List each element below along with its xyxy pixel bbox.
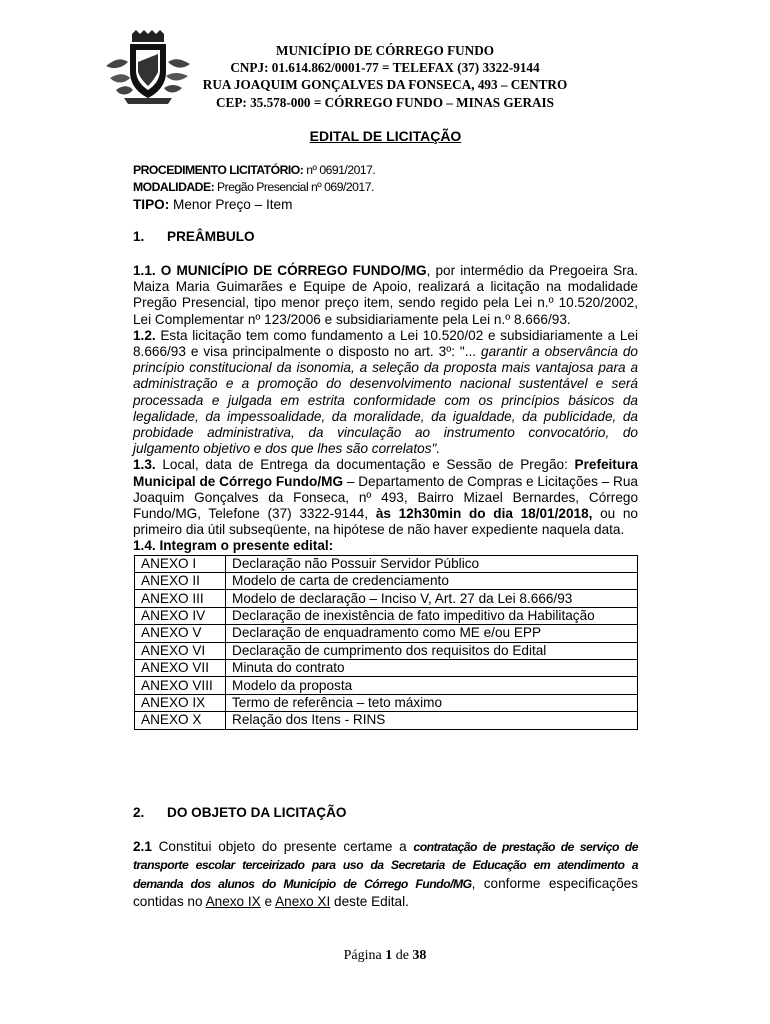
paragraph-1-2 bbox=[133, 328, 638, 458]
paragraph-1-1-text: , por intermédio da Pregoeira Sra. Maiza Maria Guimarães e Equipe de Apoio, realizará a licitação na modalidade Pregão Presencial, tipo menor preço item, sendo regido pela Lei n.º 10.520/2002, Lei Complementar nº 123/2006 e subsidiariamente pela Lei n.º 8.666/93. bbox=[133, 263, 638, 327]
anexo-row bbox=[135, 607, 638, 624]
anexo-code: ANEXO IX bbox=[135, 694, 226, 711]
header-line-municipality: MUNICÍPIO DE CÓRREGO FUNDO bbox=[276, 43, 494, 58]
anexo-code: ANEXO X bbox=[135, 712, 226, 729]
anexo-row bbox=[135, 694, 638, 711]
paragraph-1-4 bbox=[133, 538, 638, 554]
anexo-description: Declaração de cumprimento dos requisitos do Edital bbox=[226, 642, 638, 659]
section-2-heading bbox=[133, 805, 638, 821]
modalidade-line bbox=[133, 179, 638, 196]
anexos-table bbox=[134, 555, 638, 730]
section-2-number: 2. bbox=[133, 805, 145, 820]
page-footer bbox=[0, 948, 770, 964]
paragraph-1-3-text-b: – Departamento de Compras e Licitações – Rua Joaquim Gonçalves da Fonseca, nº 493, Bairro Mizael Bernardes, Córrego Fundo/MG, Telefone (37) 3322-9144, bbox=[133, 473, 638, 522]
anexo-code: ANEXO III bbox=[135, 590, 226, 607]
anexo-row bbox=[135, 660, 638, 677]
tipo-value: Menor Preço – Item bbox=[169, 197, 293, 212]
paragraph-2-1-text-d: deste Edital. bbox=[330, 894, 409, 910]
anexo-row bbox=[135, 573, 638, 590]
footer-prefix: Página bbox=[343, 948, 386, 963]
paragraph-2-1-object: contratação de prestação de serviço de transporte escolar terceirizado para uso da Secretaria de Educação em atendimento a demanda dos alunos do Município de Córrego Fundo/MG bbox=[133, 840, 638, 891]
anexo-description: Declaração não Possuir Servidor Público bbox=[226, 555, 638, 572]
section-2-title: DO OBJETO DA LICITAÇÃO bbox=[167, 805, 347, 820]
anexo-row bbox=[135, 642, 638, 659]
paragraph-1-1-number: 1.1. bbox=[133, 263, 156, 278]
anexo-row bbox=[135, 590, 638, 607]
anexo-row bbox=[135, 625, 638, 642]
municipality-name: O MUNICÍPIO DE CÓRREGO FUNDO/MG bbox=[155, 263, 427, 278]
modalidade-label: MODALIDADE: bbox=[133, 180, 215, 194]
paragraph-2-1-text-b: , conforme especificações contidas no bbox=[133, 875, 638, 910]
paragraph-1-2-number: 1.2. bbox=[133, 327, 156, 343]
section-1-number: 1. bbox=[133, 229, 145, 244]
anexo-description: Modelo da proposta bbox=[226, 677, 638, 694]
section-1-title: PREÂMBULO bbox=[167, 229, 255, 244]
paragraph-1-3-text-a: Local, data de Entrega da documentação e Sessão de Pregão: bbox=[155, 457, 575, 473]
anexo-code: ANEXO VII bbox=[135, 660, 226, 677]
tipo-label: TIPO: bbox=[133, 197, 170, 212]
anexo-code: ANEXO VIII bbox=[135, 677, 226, 694]
paragraph-1-4-title: Integram o presente edital: bbox=[155, 538, 334, 554]
paragraph-1-1 bbox=[133, 263, 638, 328]
anexo-code: ANEXO I bbox=[135, 555, 226, 572]
paragraph-1-3-text-c: ou no primeiro dia útil subseqüente, na hipótese de não haver expediente naquela data. bbox=[133, 506, 638, 538]
document-title: EDITAL DE LICITAÇÃO bbox=[309, 128, 462, 144]
paragraph-1-3 bbox=[133, 457, 638, 538]
anexo-row bbox=[135, 555, 638, 572]
header-line-cep: CEP: 35.578-000 = CÓRREGO FUNDO – MINAS GERAIS bbox=[216, 94, 554, 110]
tipo-line bbox=[133, 196, 638, 213]
anexo-description: Modelo de carta de credenciamento bbox=[226, 573, 638, 590]
section-2-content bbox=[133, 838, 638, 911]
paragraph-1-2-quote: garantir a observância do princípio constitucional da isonomia, a seleção da proposta mais vantajosa para a administração e a promoção do desenvolvimento nacional sustentável e será processada e julgada em estrita conformidade com os princípios básicos da legalidade, da impessoalidade, da moralidade, da igualdade, da publicidade, da probidade administrativa, da vinculação ao instrumento convocatório, do julgamento objetivo e dos que lhes são correlatos". bbox=[133, 344, 638, 457]
paragraph-1-3-number: 1.3. bbox=[133, 457, 156, 473]
anexo-ix-link[interactable]: Anexo IX bbox=[205, 894, 261, 910]
anexo-row bbox=[135, 677, 638, 694]
municipality-header bbox=[150, 42, 620, 111]
anexo-xi-link[interactable]: Anexo XI bbox=[275, 894, 331, 910]
paragraph-2-1-text-c: e bbox=[260, 894, 276, 910]
section-1-content bbox=[133, 263, 638, 730]
paragraph-1-2-text: Esta licitação tem como fundamento a Lei 10.520/02 e subsidiariamente a Lei 8.666/93 e visa principalmente o disposto no art. 3º: "... bbox=[133, 327, 638, 360]
footer-page-number: 1 bbox=[385, 948, 393, 963]
anexo-code: ANEXO II bbox=[135, 573, 226, 590]
footer-middle: de bbox=[392, 948, 413, 963]
footer-page-total: 38 bbox=[412, 948, 427, 963]
anexo-description: Declaração de inexistência de fato impeditivo da Habilitação bbox=[226, 607, 638, 624]
paragraph-1-3-datetime: às 12h30min do dia 18/01/2018, bbox=[375, 506, 593, 522]
anexo-code: ANEXO VI bbox=[135, 642, 226, 659]
anexo-description: Minuta do contrato bbox=[226, 660, 638, 677]
procedimento-label: PROCEDIMENTO LICITATÓRIO: bbox=[133, 163, 304, 177]
anexo-description: Modelo de declaração – Inciso V, Art. 27 da Lei 8.666/93 bbox=[226, 590, 638, 607]
procedure-meta bbox=[133, 162, 638, 213]
anexo-code: ANEXO IV bbox=[135, 607, 226, 624]
anexo-description: Relação dos Itens - RINS bbox=[226, 712, 638, 729]
section-1-heading bbox=[133, 229, 638, 245]
header-line-cnpj: CNPJ: 01.614.862/0001-77 = TELEFAX (37) 3322-9144 bbox=[230, 60, 540, 76]
paragraph-2-1 bbox=[133, 838, 638, 911]
modalidade-value: Pregão Presencial nº 069/2017. bbox=[214, 180, 374, 194]
procedimento-value: nº 0691/2017. bbox=[303, 163, 376, 177]
anexo-code: ANEXO V bbox=[135, 625, 226, 642]
paragraph-1-3-location: Prefeitura Municipal de Córrego Fundo/MG bbox=[133, 457, 638, 489]
paragraph-2-1-number: 2.1 bbox=[133, 839, 152, 854]
anexo-row bbox=[135, 712, 638, 729]
procedimento-line bbox=[133, 162, 638, 179]
header-line-address: RUA JOAQUIM GONÇALVES DA FONSECA, 493 – CENTRO bbox=[202, 77, 568, 93]
paragraph-2-1-text-a: Constitui objeto do presente certame a bbox=[151, 839, 414, 854]
paragraph-1-4-number: 1.4. bbox=[133, 538, 156, 554]
anexo-description: Termo de referência – teto máximo bbox=[226, 694, 638, 711]
anexo-description: Declaração de enquadramento como ME e/ou EPP bbox=[226, 625, 638, 642]
